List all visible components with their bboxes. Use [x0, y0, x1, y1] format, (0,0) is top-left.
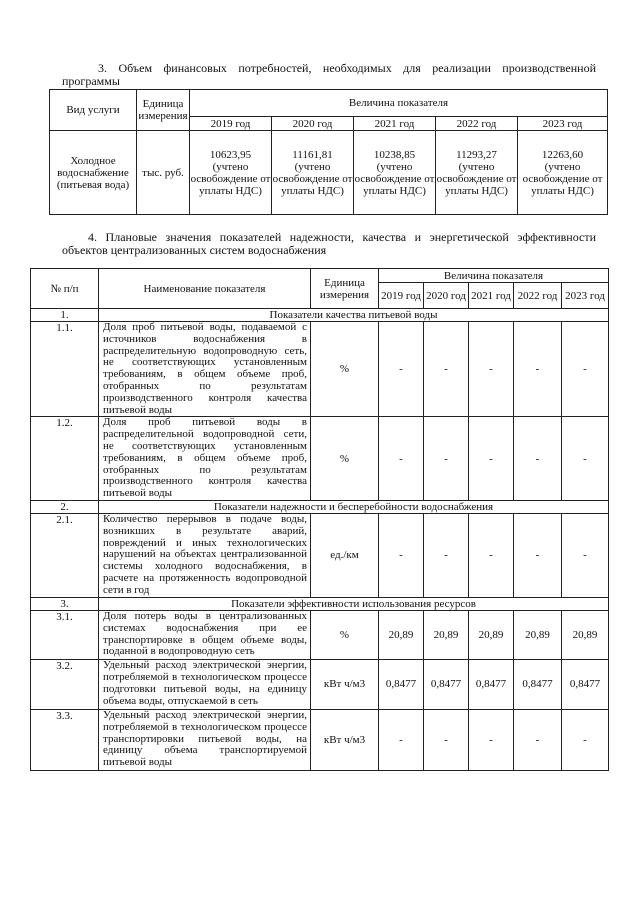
- unit-cell: %: [311, 610, 379, 659]
- year-header: 2022 год: [514, 283, 562, 309]
- indicator-name: Доля потерь воды в централизованных системах водоснабжения при ее транспортировке в общем объеме воды, поданной в водопроводную сеть: [99, 610, 311, 659]
- unit-cell: кВт ч/м3: [311, 659, 379, 709]
- value-cell: -: [562, 513, 609, 597]
- table-row: [50, 131, 608, 215]
- value-cell: -: [379, 322, 424, 417]
- table-row: [31, 709, 609, 770]
- row-number: 3.3.: [31, 709, 99, 770]
- year-header: 2022 год: [436, 117, 518, 131]
- year-header: 2020 год: [424, 283, 469, 309]
- indicators-table: [30, 268, 609, 771]
- col-header-value: Величина показателя: [190, 90, 608, 117]
- row-number: 3.2.: [31, 659, 99, 709]
- value-cell: -: [424, 513, 469, 597]
- col-header-value: Величина показателя: [379, 269, 609, 283]
- col-header-service: Вид услуги: [50, 90, 137, 131]
- value-cell: 0,8477: [514, 659, 562, 709]
- unit-cell: %: [311, 322, 379, 417]
- value-cell: -: [514, 709, 562, 770]
- year-header: 2020 год: [272, 117, 354, 131]
- year-header: 2023 год: [518, 117, 608, 131]
- value-cell: -: [379, 417, 424, 501]
- indicator-name: Доля проб питьевой воды, подаваемой с источников водоснабжения в распределительную водопроводную сеть, не соответствующих установленным требованиям, в общем объеме проб, отобранных по результатам производственного контроля качества питьевой воды: [99, 322, 311, 417]
- value-cell: 0,8477: [562, 659, 609, 709]
- table-row: [31, 322, 609, 417]
- value-cell: 20,89: [424, 610, 469, 659]
- value-cell: 10238,85 (учтено освобождение от уплаты НДС): [354, 131, 436, 215]
- value-cell: -: [514, 513, 562, 597]
- year-header: 2019 год: [379, 283, 424, 309]
- value-cell: 20,89: [469, 610, 514, 659]
- section-row: [31, 597, 609, 610]
- table-row: [31, 417, 609, 501]
- year-header: 2021 год: [354, 117, 436, 131]
- value-cell: 10623,95 (учтено освобождение от уплаты НДС): [190, 131, 272, 215]
- value-cell: 0,8477: [469, 659, 514, 709]
- indicator-name: Удельный расход электрической энергии, потребляемой в технологическом процессе подготовки питьевой воды, на единицу объема воды, отпускаемой в сеть: [99, 659, 311, 709]
- value-cell: 0,8477: [424, 659, 469, 709]
- value-cell: 20,89: [562, 610, 609, 659]
- value-cell: 20,89: [514, 610, 562, 659]
- service-name: Холодное водоснабжение (питьевая вода): [50, 131, 137, 215]
- section-4-heading: 4. Плановые значения показателей надежности, качества и энергетической эффективности объектов централизованных систем водоснабжения: [62, 230, 596, 257]
- unit-cell: ед./км: [311, 513, 379, 597]
- row-number: 3.1.: [31, 610, 99, 659]
- value-cell: 11293,27 (учтено освобождение от уплаты НДС): [436, 131, 518, 215]
- section-number: 1.: [31, 309, 99, 322]
- value-cell: 12263,60 (учтено освобождение от уплаты НДС): [518, 131, 608, 215]
- value-cell: -: [424, 709, 469, 770]
- section-title: Показатели надежности и бесперебойности водоснабжения: [99, 500, 609, 513]
- value-cell: -: [469, 417, 514, 501]
- indicator-name: Количество перерывов в подаче воды, возникших в результате аварий, повреждений и иных технологических нарушений на объектах централизованной системы холодного водоснабжения, в расчете на протяженность водопроводной сети в год: [99, 513, 311, 597]
- value-cell: -: [514, 417, 562, 501]
- value-cell: 20,89: [379, 610, 424, 659]
- unit-cell: кВт ч/м3: [311, 709, 379, 770]
- year-header: 2021 год: [469, 283, 514, 309]
- value-cell: 0,8477: [379, 659, 424, 709]
- indicator-name: Удельный расход электрической энергии, потребляемой в технологическом процессе транспортировки питьевой воды, на единицу объема транспортируемой питьевой воды: [99, 709, 311, 770]
- row-number: 1.1.: [31, 322, 99, 417]
- section-row: [31, 500, 609, 513]
- unit-cell: тыс. руб.: [137, 131, 190, 215]
- value-cell: -: [562, 709, 609, 770]
- col-header-name: Наименование показателя: [99, 269, 311, 309]
- section-3-heading: 3. Объем финансовых потребностей, необходимых для реализации производственной программы: [62, 61, 596, 88]
- table-row: [31, 610, 609, 659]
- value-cell: -: [469, 322, 514, 417]
- value-cell: -: [379, 513, 424, 597]
- value-cell: -: [379, 709, 424, 770]
- value-cell: -: [562, 322, 609, 417]
- section-title: Показатели эффективности использования ресурсов: [99, 597, 609, 610]
- year-header: 2019 год: [190, 117, 272, 131]
- value-cell: -: [469, 709, 514, 770]
- col-header-unit: Единица измерения: [311, 269, 379, 309]
- col-header-unit: Единица измерения: [137, 90, 190, 131]
- row-number: 1.2.: [31, 417, 99, 501]
- table-row: [31, 513, 609, 597]
- section-title: Показатели качества питьевой воды: [99, 309, 609, 322]
- table-row: [31, 659, 609, 709]
- section-number: 2.: [31, 500, 99, 513]
- value-cell: -: [514, 322, 562, 417]
- value-cell: -: [562, 417, 609, 501]
- section-row: [31, 309, 609, 322]
- indicator-name: Доля проб питьевой воды в распределительной водопроводной сети, не соответствующих установленным требованиям, в общем объеме проб, отобранных по результатам производственного контроля качества питьевой воды: [99, 417, 311, 501]
- year-header: 2023 год: [562, 283, 609, 309]
- value-cell: -: [424, 322, 469, 417]
- financial-needs-table: [49, 89, 608, 215]
- row-number: 2.1.: [31, 513, 99, 597]
- value-cell: -: [424, 417, 469, 501]
- unit-cell: %: [311, 417, 379, 501]
- col-header-num: № п/п: [31, 269, 99, 309]
- value-cell: 11161,81 (учтено освобождение от уплаты НДС): [272, 131, 354, 215]
- value-cell: -: [469, 513, 514, 597]
- section-number: 3.: [31, 597, 99, 610]
